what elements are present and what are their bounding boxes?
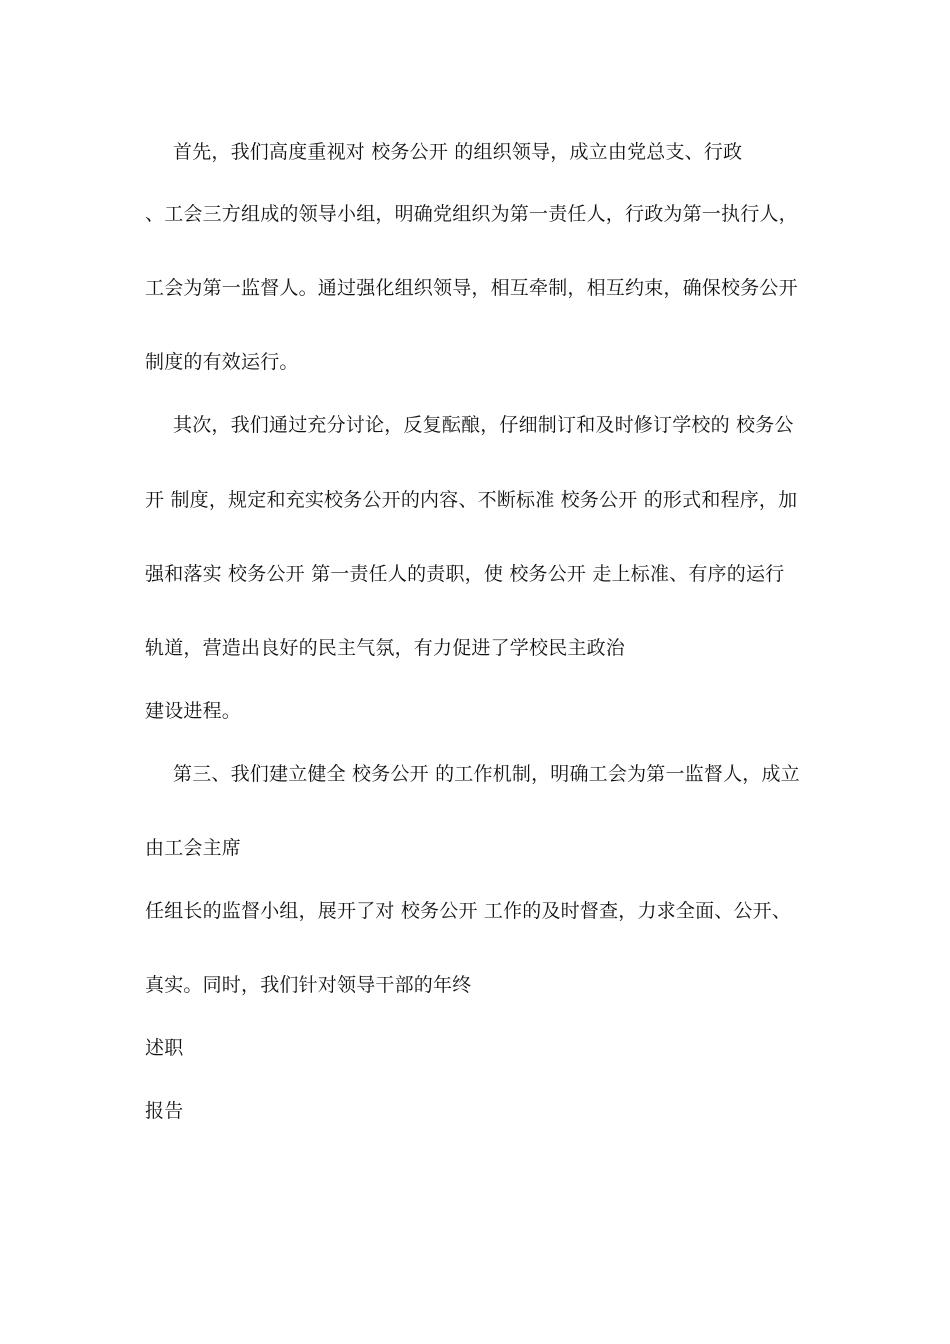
paragraph-1-line-4: 制度的有效运行。: [145, 351, 299, 373]
paragraph-3-line-5: 述职: [145, 1037, 184, 1059]
paragraph-3-line-2: 由工会主席: [145, 837, 242, 859]
paragraph-2-line-1: 其次，我们通过充分讨论，反复酝酿，仔细制订和及时修订学校的 校务公: [173, 414, 794, 436]
paragraph-2-line-4: 轨道，营造出良好的民主气氛，有力促进了学校民主政治: [145, 637, 626, 659]
paragraph-3-line-1: 第三、我们建立健全 校务公开 的工作机制，明确工会为第一监督人，成立: [173, 763, 800, 785]
paragraph-3-line-3: 任组长的监督小组，展开了对 校务公开 工作的及时督查，力求全面、公开、: [145, 900, 792, 922]
paragraph-1-line-1: 首先，我们高度重视对 校务公开 的组织领导，成立由党总支、行政: [173, 141, 743, 163]
paragraph-3-line-4: 真实。同时，我们针对领导干部的年终: [145, 974, 472, 996]
paragraph-3-line-6: 报告: [145, 1100, 184, 1122]
paragraph-1-line-3: 工会为第一监督人。通过强化组织领导，相互牵制，相互约束，确保校务公开: [145, 277, 798, 299]
paragraph-1-line-2: 、工会三方组成的领导小组，明确党组织为第一责任人，行政为第一执行人，: [145, 203, 798, 225]
paragraph-2-line-2: 开 制度，规定和充实校务公开的内容、不断标准 校务公开 的形式和程序，加: [145, 489, 798, 511]
paragraph-2-line-3: 强和落实 校务公开 第一责任人的责职，使 校务公开 走上标准、有序的运行: [145, 563, 785, 585]
paragraph-2-line-5: 建设进程。: [145, 700, 242, 722]
